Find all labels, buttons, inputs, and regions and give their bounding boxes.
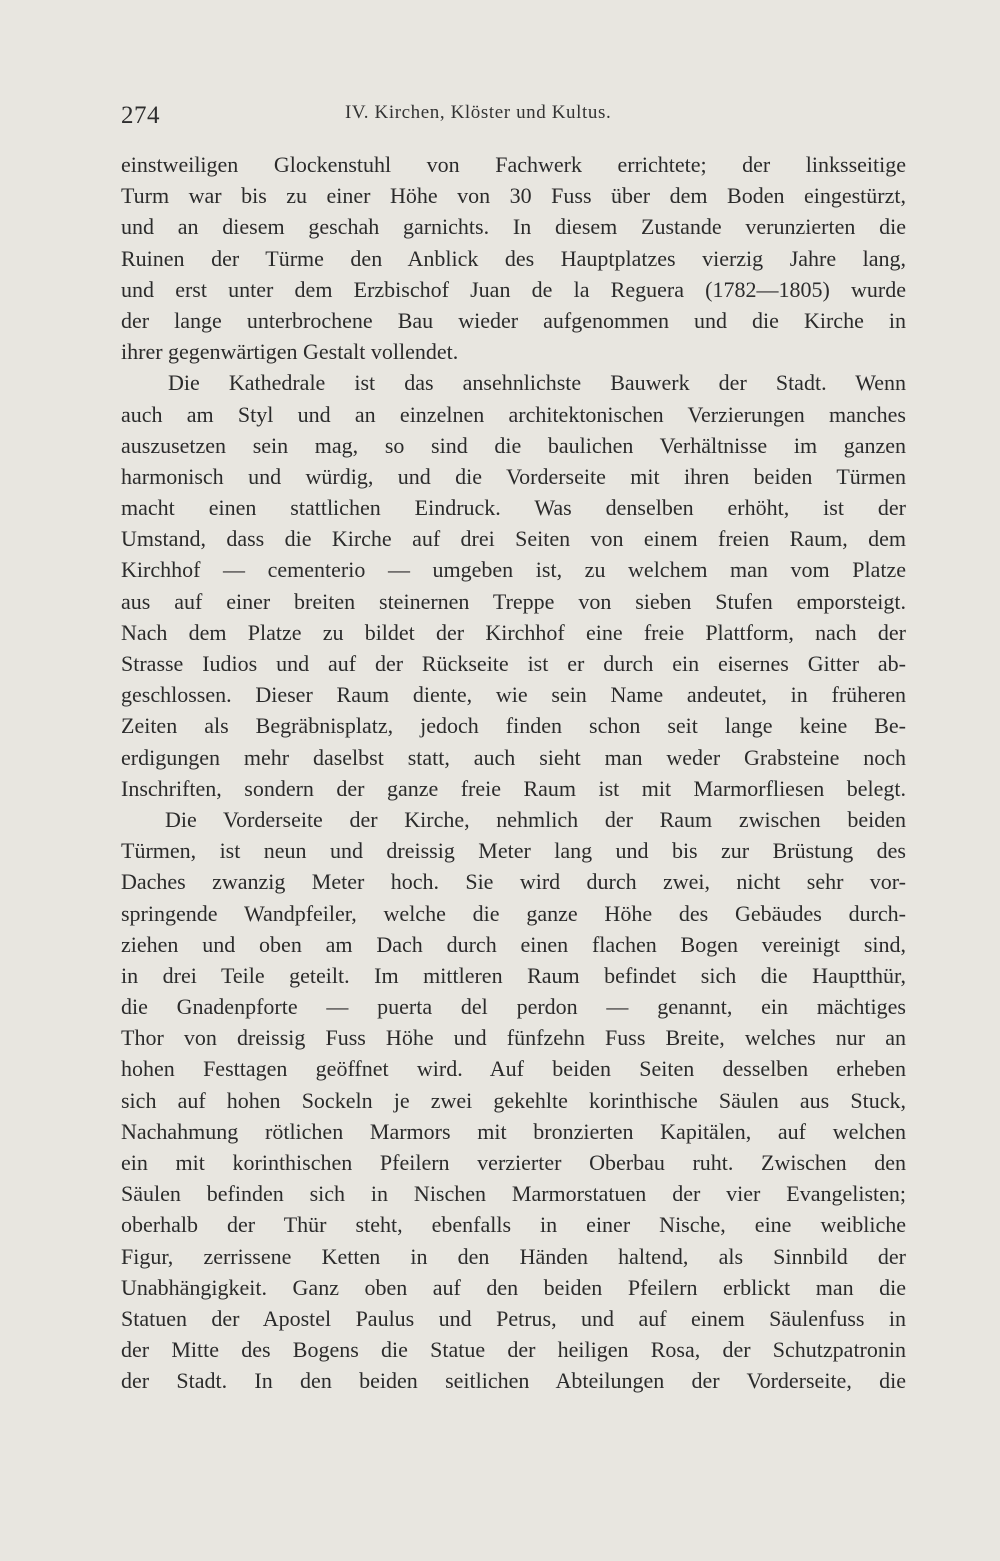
text-line: Die Kathedrale ist das ansehnlichste Bauwerk der Stadt. Wenn <box>168 370 906 396</box>
text-line: Ruinen der Türme den Anblick des Hauptplatzes vierzig Jahre lang, <box>121 245 906 271</box>
text-line: Nach dem Platze zu bildet der Kirchhof eine freie Plattform, nach der <box>121 619 906 645</box>
text-line: Nachahmung rötlichen Marmors mit bronzierten Kapitälen, auf welchen <box>121 1118 906 1144</box>
text-line: auszusetzen sein mag, so sind die baulichen Verhältnisse im ganzen <box>121 432 906 458</box>
text-line: der Mitte des Bogens die Statue der heiligen Rosa, der Schutzpatronin <box>121 1337 906 1363</box>
text-line: macht einen stattlichen Eindruck. Was denselben erhöht, ist der <box>121 495 906 521</box>
text-line: die Gnadenpforte — puerta del perdon — genannt, ein mächtiges <box>121 994 906 1020</box>
text-line: Statuen der Apostel Paulus und Petrus, und auf einem Säulenfuss in <box>121 1305 906 1331</box>
text-line: erdigungen mehr daselbst statt, auch sieht man weder Grabsteine noch <box>121 744 906 770</box>
text-line: in drei Teile geteilt. Im mittleren Raum befindet sich die Hauptthür, <box>121 962 906 988</box>
text-line: Daches zwanzig Meter hoch. Sie wird durch zwei, nicht sehr vor- <box>121 869 906 895</box>
text-line: Zeiten als Begräbnisplatz, jedoch finden schon seit lange keine Be- <box>121 713 906 739</box>
text-line: der Stadt. In den beiden seitlichen Abteilungen der Vorderseite, die <box>121 1368 906 1394</box>
text-line: Die Vorderseite der Kirche, nehmlich der Raum zwischen beiden <box>165 806 906 832</box>
text-line: der lange unterbrochene Bau wieder aufgenommen und die Kirche in <box>121 307 906 333</box>
text-line: Umstand, dass die Kirche auf drei Seiten von einem freien Raum, dem <box>121 526 906 552</box>
text-line: ziehen und oben am Dach durch einen flachen Bogen vereinigt sind, <box>121 931 906 957</box>
page-number: 274 <box>121 102 160 129</box>
body-text <box>121 149 906 1397</box>
text-line: Kirchhof — cementerio — umgeben ist, zu welchem man vom Platze <box>121 557 906 583</box>
text-line: Turm war bis zu einer Höhe von 30 Fuss über dem Boden eingestürzt, <box>121 183 906 209</box>
text-line: auch am Styl und an einzelnen architektonischen Verzierungen manches <box>121 401 906 427</box>
text-line: Unabhängigkeit. Ganz oben auf den beiden Pfeilern erblickt man die <box>121 1274 906 1300</box>
text-line: hohen Festtagen geöffnet wird. Auf beiden Seiten desselben erheben <box>121 1056 906 1082</box>
text-line: Strasse Iudios und auf der Rückseite ist er durch ein eisernes Gitter ab- <box>121 651 906 676</box>
text-line: springende Wandpfeiler, welche die ganze Höhe des Gebäudes durch- <box>121 900 906 926</box>
running-head: IV. Kirchen, Klöster und Kultus. <box>345 102 612 123</box>
text-line: und an diesem geschah garnichts. In diesem Zustande verunzierten die <box>121 214 906 240</box>
text-line: Inschriften, sondern der ganze freie Raum ist mit Marmorfliesen belegt. <box>121 775 906 801</box>
text-line: sich auf hohen Sockeln je zwei gekehlte korinthische Säulen aus Stuck, <box>121 1087 906 1113</box>
page-header <box>121 100 911 134</box>
text-line: Figur, zerrissene Ketten in den Händen haltend, als Sinnbild der <box>121 1243 906 1269</box>
text-line: einstweiligen Glockenstuhl von Fachwerk errichtete; der linksseitige <box>121 152 906 177</box>
text-line: harmonisch und würdig, und die Vorderseite mit ihren beiden Türmen <box>121 463 906 489</box>
text-line: Thor von dreissig Fuss Höhe und fünfzehn Fuss Breite, welches nur an <box>121 1025 906 1051</box>
text-line: oberhalb der Thür steht, ebenfalls in einer Nische, eine weibliche <box>121 1212 906 1238</box>
text-line: und erst unter dem Erzbischof Juan de la Reguera (1782—1805) wurde <box>121 276 906 302</box>
text-line: aus auf einer breiten steinernen Treppe von sieben Stufen emporsteigt. <box>121 588 906 614</box>
text-line: Säulen befinden sich in Nischen Marmorstatuen der vier Evangelisten; <box>121 1181 906 1207</box>
text-line: ein mit korinthischen Pfeilern verzierter Oberbau ruht. Zwischen den <box>121 1150 906 1175</box>
text-line: geschlossen. Dieser Raum diente, wie sein Name andeutet, in früheren <box>121 682 906 708</box>
text-line: Türmen, ist neun und dreissig Meter lang und bis zur Brüstung des <box>121 838 906 864</box>
text-line: ihrer gegenwärtigen Gestalt vollendet. <box>121 339 459 365</box>
